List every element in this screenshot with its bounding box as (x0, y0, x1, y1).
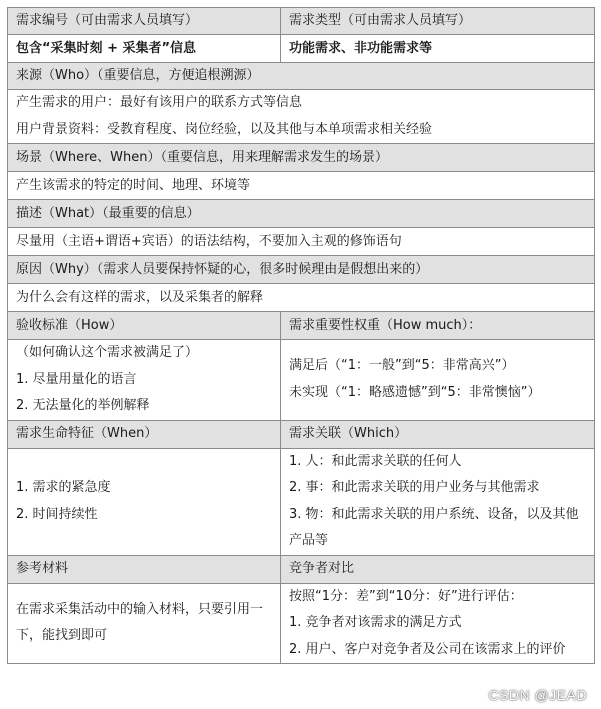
source-line: 产生需求的用户：最好有该用户的联系方式等信息 (16, 95, 303, 110)
source-line: 用户背景资料：受教育程度、岗位经验，以及其他与本单项需求相关经验 (16, 121, 433, 137)
description-content: 尽量用（主语+谓语+宾语）的语法结构，不要加入主观的修饰语句 (8, 228, 595, 256)
description-header-row (8, 200, 595, 228)
relation-line: 1. 人：和此需求关联的任何人 (289, 453, 462, 469)
lifecycle-content-row (8, 448, 595, 555)
requirement-id-header: 需求编号（可由需求人员填写） (8, 8, 281, 35)
competitor-line: 1. 竞争者对该需求的满足方式 (289, 615, 462, 630)
acceptance-header: 验收标准（How） (8, 312, 281, 340)
competitor-content (281, 583, 595, 664)
acceptance-content-row (8, 340, 595, 421)
csdn-watermark: CSDN @JEAD (488, 687, 587, 703)
reference-header: 参考材料 (8, 555, 281, 583)
description-content-row (8, 228, 595, 256)
requirement-type-header: 需求类型（可由需求人员填写） (281, 8, 595, 35)
relation-header: 需求关联（Which） (281, 420, 595, 448)
lifecycle-line: 1. 需求的紧急度 (16, 480, 111, 495)
requirement-id-value: 包含“采集时刻 + 采集者”信息 (8, 35, 281, 63)
relation-content (281, 448, 595, 555)
id-type-header-row (8, 8, 595, 35)
source-header: 来源（Who）（重要信息，方便追根溯源） (8, 63, 595, 90)
source-header-row (8, 63, 595, 90)
acceptance-line: 1. 尽量用量化的语言 (16, 371, 137, 387)
reference-line: 在需求采集活动中的输入材料，只要引用一下，能找到即可 (16, 601, 264, 644)
source-content (8, 90, 595, 144)
reason-content: 为什么会有这样的需求，以及采集者的解释 (8, 284, 595, 312)
acceptance-line: 2. 无法量化的举例解释 (16, 398, 150, 413)
scene-header-row (8, 144, 595, 172)
requirement-type-value: 功能需求、非功能需求等 (281, 35, 595, 63)
description-header: 描述（What）（最重要的信息） (8, 200, 595, 228)
competitor-header: 竞争者对比 (281, 555, 595, 583)
scene-content-row (8, 172, 595, 200)
reason-header: 原因（Why）（需求人员要保持怀疑的心，很多时候理由是假想出来的） (8, 256, 595, 284)
lifecycle-header-row (8, 420, 595, 448)
competitor-line: 2. 用户、客户对竞争者及公司在该需求上的评价 (289, 641, 566, 657)
reference-header-row (8, 555, 595, 583)
source-content-row (8, 90, 595, 144)
id-type-value-row (8, 35, 595, 63)
competitor-line: 按照“1分：差”到“10分：好”进行评估： (289, 588, 523, 604)
reference-content (8, 583, 281, 664)
acceptance-content (8, 340, 281, 421)
reason-header-row (8, 256, 595, 284)
importance-line: 未实现（“1：略感遗憾”到“5：非常懊恼”） (289, 384, 541, 400)
acceptance-line: （如何确认这个需求被满足了） (16, 345, 199, 360)
scene-content: 产生该需求的特定的时间、地理、环境等 (8, 172, 595, 200)
lifecycle-header: 需求生命特征（When） (8, 420, 281, 448)
lifecycle-line: 2. 时间持续性 (16, 506, 98, 522)
acceptance-header-row (8, 312, 595, 340)
importance-line: 满足后（“1：一般”到“5：非常高兴”） (289, 358, 515, 374)
scene-header: 场景（Where、When）（重要信息，用来理解需求发生的场景） (8, 144, 595, 172)
requirement-template-table (7, 7, 595, 664)
relation-line: 2. 事：和此需求关联的用户业务与其他需求 (289, 480, 540, 495)
reason-content-row (8, 284, 595, 312)
relation-line: 3. 物：和此需求关联的用户系统、设备，以及其他产品等 (289, 506, 579, 548)
importance-header: 需求重要性权重（How much）： (281, 312, 595, 340)
reference-content-row (8, 583, 595, 664)
lifecycle-content (8, 448, 281, 555)
importance-content (281, 340, 595, 421)
